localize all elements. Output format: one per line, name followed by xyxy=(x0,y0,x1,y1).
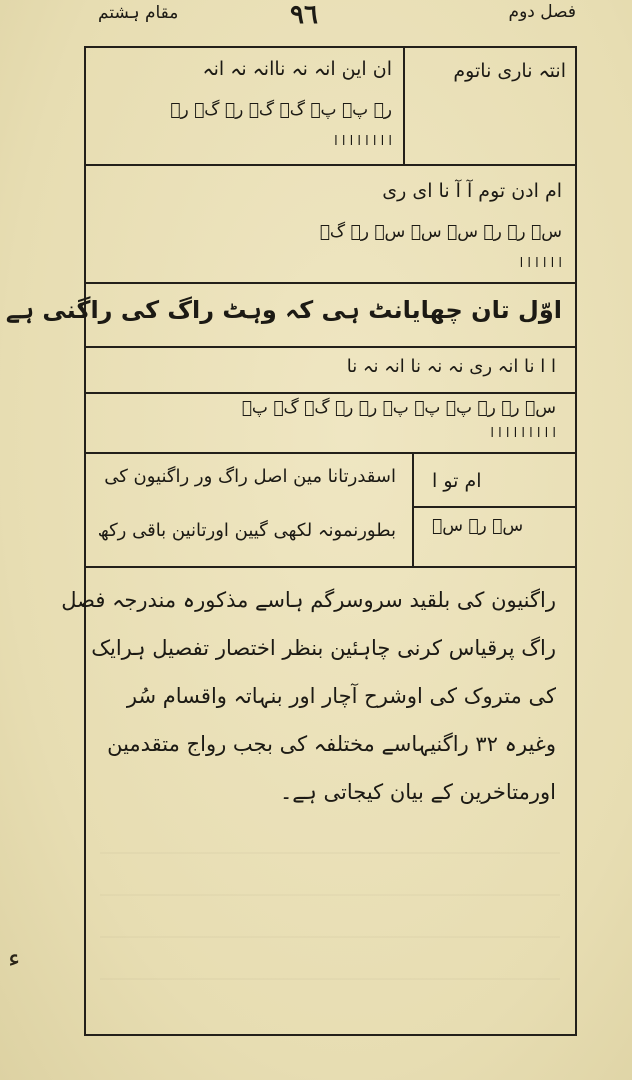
row6-text-line1: اسقدرتانا مین اصل راگ ور راگنیون کی xyxy=(104,466,396,487)
row5-marks: ا ا ا ا ا ا ا ا ا xyxy=(490,426,556,441)
rule-2 xyxy=(84,282,577,284)
divider-row6 xyxy=(412,452,414,566)
row6-text-line2: بطورنمونہ لکھی گیین اورتانین باقی رکھ xyxy=(97,520,396,541)
tan-heading: اوّل تان چھایانٹ ہی کہ وہٹ راگ کی راگنی ہے xyxy=(5,296,562,324)
page-number: ٩٦ xyxy=(290,0,318,30)
row6-left-bottom: سؑ رؑ سؑ xyxy=(432,516,524,536)
para-line-4: وغیرہ ۳۲ راگنیہاسے مختلفہ کی بجب رواج متقدمین xyxy=(107,732,556,756)
para-line-3: کی متروک کی اوشرح آچار اور بنہاتہ واقسام سُر xyxy=(126,684,556,708)
para-line-1: راگنیون کی بلقید سروسرگم ہاسے مذکورہ مندرجہ فصل xyxy=(61,588,556,612)
table1-label: انتہ ناری ناتوم xyxy=(453,60,566,82)
rule-5 xyxy=(84,452,577,454)
rule-4 xyxy=(84,392,577,394)
maqam-header: مقام ہشتم xyxy=(98,3,179,23)
row2-notes: سؑ رؑ رؑ سؑ سؑ سؑ رؑ گؑ xyxy=(319,222,562,242)
table1-notes: رؑ پؑ پؑ گؑ گؑ رؑ گؑ رؑ xyxy=(170,100,392,120)
divider-label xyxy=(403,46,405,164)
rule-inner xyxy=(412,506,577,508)
table1-syllables: ان این انہ نہ ناانہ نہ انہ xyxy=(202,58,392,80)
rule-3 xyxy=(84,346,577,348)
row6-left-top: ام تو ا xyxy=(432,470,482,492)
row5-notes: سؑ رؑ رؑ پؑ پؑ پؑ رؑ رؑ گؑ گؑ پؑ xyxy=(241,398,556,418)
bleed-through-texture xyxy=(100,850,560,1020)
rule-6 xyxy=(84,566,577,568)
row2-marks: ا ا ا ا ا ا xyxy=(519,256,562,271)
para-line-2: راگ پرقیاس کرنی چاہئین بنظر اختصار تفصیل ہرایک xyxy=(91,636,556,660)
para-line-5: اورمتاخرین کے بیان کیجاتی ہے۔ xyxy=(279,780,556,804)
rule-1 xyxy=(84,164,577,166)
table1-marks: ا ا ا ا ا ا ا ا xyxy=(334,134,392,149)
section-header: فصل دوم xyxy=(508,2,576,22)
row4-syllables: ا ا نا انہ ری نہ نہ نا انہ نہ نا xyxy=(346,356,556,377)
row2-syllables: ام ادن توم آ آ نا ای ری xyxy=(382,180,562,202)
margin-note: ء xyxy=(8,944,21,974)
